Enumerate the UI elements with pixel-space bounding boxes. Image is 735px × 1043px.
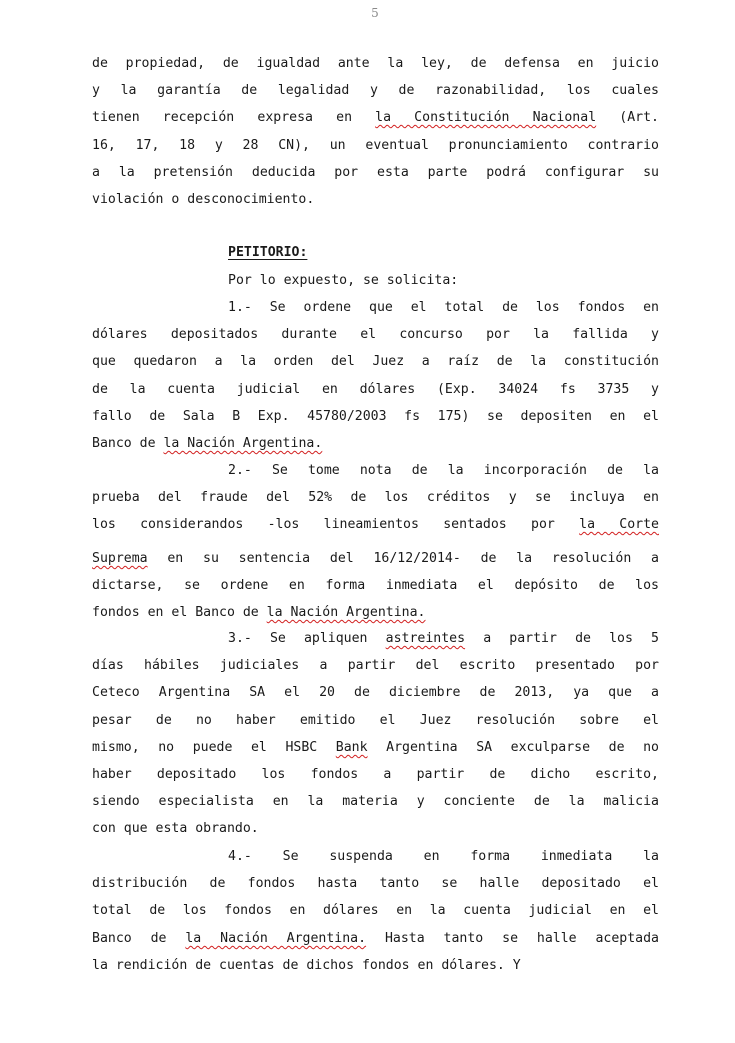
item-1-line: fallo de Sala B Exp. 45780/2003 fs 175) se depositen en el — [92, 409, 659, 424]
item-2-line: fondos en el Banco de la Nación Argentina. — [92, 605, 426, 620]
item-3-line: haber depositado los fondos a partir de dicho escrito, — [92, 767, 659, 782]
page-number: 5 — [371, 6, 379, 20]
spellcheck-flagged-text: astreintes — [385, 631, 466, 646]
item-4-line: Banco de la Nación Argentina. Hasta tanto se halle aceptada — [92, 931, 659, 946]
item-2-line: 2.- Se tome nota de la incorporación de la — [228, 463, 659, 478]
item-4-line: 4.- Se suspenda en forma inmediata la — [228, 849, 659, 864]
spellcheck-flagged-text: la Nación Argentina. — [185, 931, 367, 946]
item-2-line: prueba del fraude del 52% de los créditos y se incluya en — [92, 490, 659, 505]
item-1-line: de la cuenta judicial en dólares (Exp. 34024 fs 3735 y — [92, 382, 659, 397]
item-3-line: 3.- Se apliquen astreintes a partir de los 5 — [228, 631, 659, 646]
item-4-line: distribución de fondos hasta tanto se halle depositado el — [92, 876, 659, 891]
item-3-line: Ceteco Argentina SA el 20 de diciembre de 2013, ya que a — [92, 685, 659, 700]
spellcheck-flagged-text: la Nación Argentina. — [163, 436, 323, 451]
item-3-line: días hábiles judiciales a partir del escrito presentado por — [92, 658, 659, 673]
paragraph-1-line: violación o desconocimiento. — [92, 192, 315, 207]
item-1-line: 1.- Se ordene que el total de los fondos en — [228, 300, 659, 315]
item-3-line: mismo, no puede el HSBC Bank Argentina SA exculparse de no — [92, 740, 659, 755]
item-3-line: con que esta obrando. — [92, 821, 259, 836]
spellcheck-flagged-text: la Constitución Nacional — [375, 110, 597, 125]
item-2-line: dictarse, se ordene en forma inmediata el depósito de los — [92, 578, 659, 593]
petitorio-heading — [228, 244, 659, 262]
spellcheck-flagged-text: la Nación Argentina. — [266, 605, 426, 620]
spellcheck-flagged-text: la Corte — [579, 517, 659, 532]
paragraph-1-line: 16, 17, 18 y 28 CN), un eventual pronunciamiento contrario — [92, 138, 659, 153]
item-4-line: total de los fondos en dólares en la cuenta judicial en el — [92, 903, 659, 918]
item-4-line: la rendición de cuentas de dichos fondos en dólares. Y — [92, 958, 521, 973]
spellcheck-flagged-text: Suprema — [92, 551, 148, 566]
petitorio-intro: Por lo expuesto, se solicita: — [228, 273, 459, 288]
item-3-line: siendo especialista en la materia y conciente de la malicia — [92, 794, 659, 809]
paragraph-1-line: y la garantía de legalidad y de razonabilidad, los cuales — [92, 83, 659, 98]
item-1-line: que quedaron a la orden del Juez a raíz de la constitución — [92, 354, 659, 369]
spellcheck-flagged-text: Bank — [335, 740, 368, 755]
item-3-line: pesar de no haber emitido el Juez resolución sobre el — [92, 713, 659, 728]
paragraph-1-line: a la pretensión deducida por esta parte podrá configurar su — [92, 165, 659, 180]
paragraph-1-line: de propiedad, de igualdad ante la ley, de defensa en juicio — [92, 56, 659, 71]
item-2-line: Suprema en su sentencia del 16/12/2014- de la resolución a — [92, 551, 659, 566]
petitorio-heading-text: PETITORIO: — [228, 245, 308, 260]
item-1-line: Banco de la Nación Argentina. — [92, 436, 323, 451]
paragraph-1-line: tienen recepción expresa en la Constitución Nacional (Art. — [92, 110, 659, 125]
item-1-line: dólares depositados durante el concurso por la fallida y — [92, 327, 659, 342]
item-2-line: los considerandos -los lineamientos sentados por la Corte — [92, 517, 659, 532]
